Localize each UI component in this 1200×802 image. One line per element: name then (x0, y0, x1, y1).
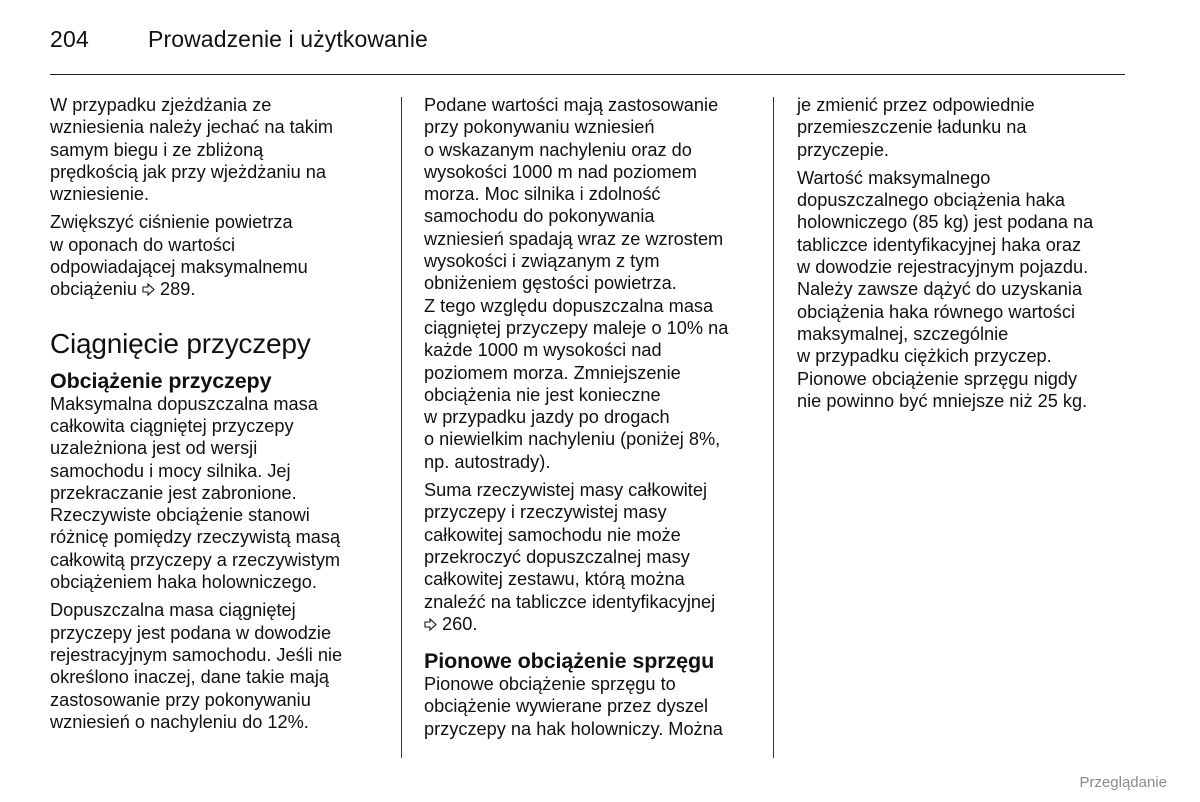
cross-reference-arrow-icon (424, 618, 437, 631)
paragraph-cargo-shift: je zmienić przez odpowiednie przemieszczenie ładunku na przyczepie. (797, 95, 1035, 160)
column-divider-1 (401, 97, 402, 758)
paragraph-coupling-load: Pionowe obciążenie sprzęgu to obciążenie wywierane przez dyszel przyczepy na hak holowniczy. Można (424, 674, 723, 739)
subsection-title-trailer-load: Obciążenie przyczepy (50, 368, 272, 393)
header-divider (50, 74, 1125, 75)
subsection-title-coupling-load: Pionowe obciążenie sprzęgu (424, 649, 715, 674)
paragraph-max-coupling-load: Wartość maksymalnego dopuszczalnego obciążenia haka holowniczego (85 kg) jest podana na tabliczce identyfikacyjnej haka oraz w dowodzie rejestracyjnym pojazdu. Należy zawsze dążyć do uzyskania obciążenia haka równego wartości maksymalnej, szczególnie w przypadku ciężkich przyczep. Pionowe obciążenie sprzęgu nigdy nie powinno być mniejsze niż 25 kg. (797, 167, 1094, 411)
cross-reference-arrow-icon (142, 283, 155, 296)
column-1 (50, 94, 390, 739)
paragraph-combined-mass: Suma rzeczywistej masy całkowitej przyczepy i rzeczywistej masy całkowitej samochodu nie może przekroczyć dopuszczalnej masy całkowitej zestawu, którą można znaleźć na tabliczce identyfikacyjnej 260. (424, 480, 716, 634)
paragraph-altitude: Podane wartości mają zastosowanie przy pokonywaniu wzniesień o wskazanym nachyleniu oraz do wysokości 1000 m nad poziomem morza. Moc silnika i zdolność samochodu do pokonywania wzniesień spadają wraz ze wzrostem wysokości i związanym z tym obniżeniem gęstości powietrza. Z tego względu dopuszczalna masa ciągniętej przyczepy maleje o 10% na każde 1000 m wysokości nad poziomem morza. Zmniejszenie obciążenia nie jest konieczne w przypadku jazdy po drogach o niewielkim nachyleniu (poniżej 8%, np. autostrady). (424, 95, 729, 472)
column-2 (424, 94, 759, 746)
cross-reference-link[interactable]: 289. (142, 278, 195, 300)
page-header (50, 26, 1125, 56)
running-title: Prowadzenie i użytkowanie (148, 26, 428, 52)
paragraph-max-mass: Maksymalna dopuszczalna masa całkowita ciągniętej przyczepy uzależniona jest od wersji samochodu i mocy silnika. Jej przekraczanie jest zabronione. Rzeczywiste obciążenie stanowi różnicę pomiędzy rzeczywistą masą całkowitą przyczepy a rzeczywistym obciążeniem haka holowniczego. (50, 393, 341, 593)
column-3 (797, 94, 1132, 418)
paragraph-tyre-pressure: Zwiększyć ciśnienie powietrza w oponach do wartości odpowiadającej maksymalnemu obciążeniu 289. (50, 212, 308, 300)
column-divider-2 (773, 97, 774, 758)
paragraph-downhill: W przypadku zjeżdżania ze wzniesienia należy jechać na takim samym biegu i ze zbliżoną prędkością jak przy wjeżdżaniu na wzniesienie. (50, 95, 334, 205)
footer-nav-link[interactable]: Przeglądanie (1079, 774, 1167, 791)
page-number: 204 (50, 26, 89, 52)
cross-reference-link[interactable]: 260. (424, 613, 477, 635)
section-title: Ciągnięcie przyczepy (50, 327, 311, 359)
paragraph-permitted-mass: Dopuszczalna masa ciągniętej przyczepy jest podana w dowodzie rejestracyjnym samochodu. Jeśli nie określono inaczej, dane takie mają zastosowanie przy pokonywaniu wzniesień o nachyleniu do 12%. (50, 600, 343, 732)
